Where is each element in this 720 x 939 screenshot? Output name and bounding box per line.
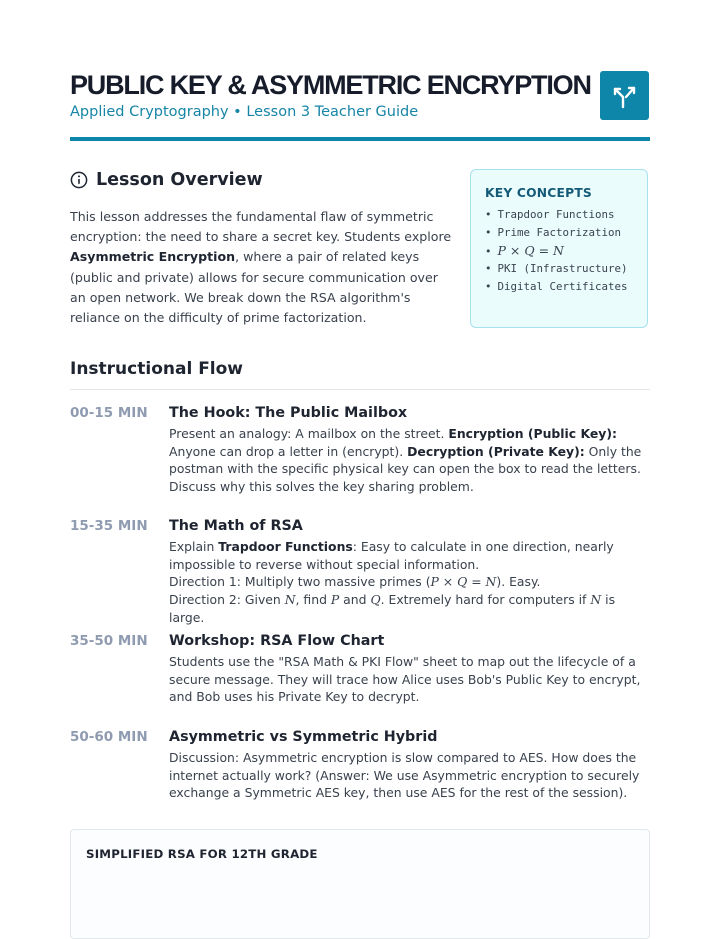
step-time: 15-35 MIN	[70, 518, 148, 534]
overview-text-part: , where a pair of related keys (public and private) allows for secure communication over an open network. We break down the RSA algorithm's reliance on the difficulty of prime factorization.	[70, 249, 438, 326]
info-icon	[70, 171, 88, 189]
simplified-rsa-box	[70, 829, 650, 939]
step-body: Explain Trapdoor Functions: Easy to calculate in one direction, nearly impossible to reverse without special information. Direction 1: Multiply two massive primes (P × Q = N). Easy. Direction 2: Given N, find P and Q. Extremely hard for computers if N is large.	[169, 539, 616, 625]
concept-item: • Digital Certificates	[485, 280, 628, 293]
overview-text-bold: Asymmetric Encryption	[70, 249, 236, 265]
concept-item: • Trapdoor Functions	[485, 208, 615, 221]
fork-arrow-icon	[600, 71, 649, 120]
overview-text-part: This lesson addresses the fundamental flaw of symmetric encryption: the need to share a secret key. Students explore	[70, 209, 452, 245]
step-title: Workshop: RSA Flow Chart	[169, 633, 385, 649]
step-body: Discussion: Asymmetric encryption is slow compared to AES. How does the internet actually work? (Answer: We use Asymmetric encryption to securely exchange a Symmetric AES key, then use AES for the rest of the session).	[169, 750, 640, 801]
step-body: Present an analogy: A mailbox on the street. Encryption (Public Key): Anyone can drop a letter in (encrypt). Decryption (Private Key): Only the postman with the specific physical key can open the box to read the letters. Discuss why this solves the key sharing problem.	[169, 426, 642, 495]
overview-heading-text: Lesson Overview	[96, 170, 263, 190]
key-concepts-title: KEY CONCEPTS	[485, 186, 592, 200]
concept-item: • P × Q = N	[485, 243, 564, 258]
flow-divider	[70, 389, 650, 390]
overview-paragraph	[70, 207, 455, 328]
key-concepts-box	[470, 169, 648, 328]
simplified-rsa-title: SIMPLIFIED RSA FOR 12TH GRADE	[86, 847, 318, 861]
concept-item: • PKI (Infrastructure)	[485, 262, 628, 275]
page-subtitle: Applied Cryptography • Lesson 3 Teacher Guide	[70, 104, 419, 120]
step-body: Students use the "RSA Math & PKI Flow" sheet to map out the lifecycle of a secure message. They will trace how Alice uses Bob's Public Key to encrypt, and Bob uses his Private Key to decrypt.	[169, 654, 641, 705]
overview-heading	[70, 170, 263, 190]
step-title: Asymmetric vs Symmetric Hybrid	[169, 729, 438, 745]
step-title: The Math of RSA	[169, 518, 303, 534]
page-title: PUBLIC KEY & ASYMMETRIC ENCRYPTION	[70, 70, 591, 100]
concept-item: • Prime Factorization	[485, 226, 622, 239]
flow-heading: Instructional Flow	[70, 359, 244, 379]
header-divider	[70, 137, 650, 141]
step-time: 35-50 MIN	[70, 633, 148, 649]
step-time: 50-60 MIN	[70, 729, 148, 745]
step-title: The Hook: The Public Mailbox	[169, 405, 408, 421]
key-concepts-list	[485, 206, 628, 296]
step-time: 00-15 MIN	[70, 405, 148, 421]
